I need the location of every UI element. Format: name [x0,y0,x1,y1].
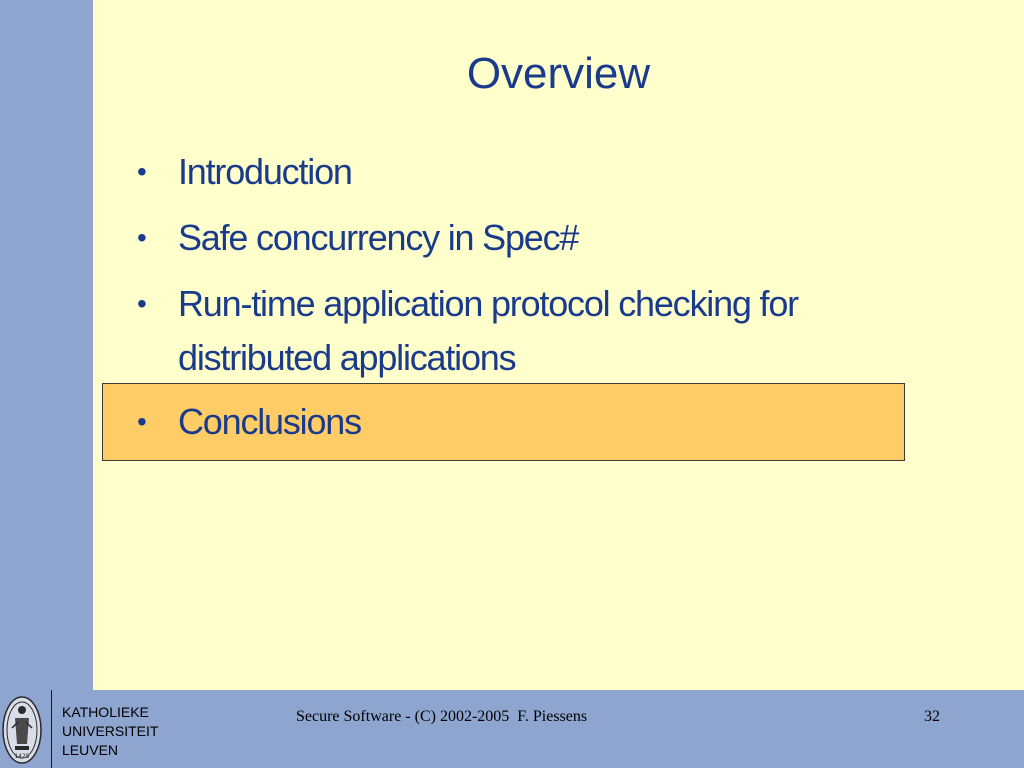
bullet-text: Conclusions [178,401,361,442]
slide-title: Overview [466,49,651,98]
university-name [62,703,158,760]
bullet-marker: • [137,222,146,253]
bullet-item-runtime-protocol [137,277,897,385]
bullet-marker: • [137,156,146,187]
university-line-3: LEUVEN [62,742,119,758]
footer-text: Secure Software - (C) 2002-2005 F. Piessens [296,708,588,725]
university-seal-icon [0,692,48,768]
bullet-marker: • [137,406,146,437]
university-line-2: UNIVERSITEIT [62,723,159,739]
logo-divider [51,690,52,768]
bullet-text: Introduction [178,151,352,192]
bullet-text: Run-time application protocol checking for distributed applications [178,283,798,378]
seal-year-text: 1425 [14,753,30,760]
bullet-text: Safe concurrency in Spec# [178,217,579,258]
bullet-marker: • [137,288,146,319]
slide-number: 32 [924,708,940,725]
left-sidebar-band [0,0,93,690]
university-line-1: KATHOLIEKE [62,704,149,720]
